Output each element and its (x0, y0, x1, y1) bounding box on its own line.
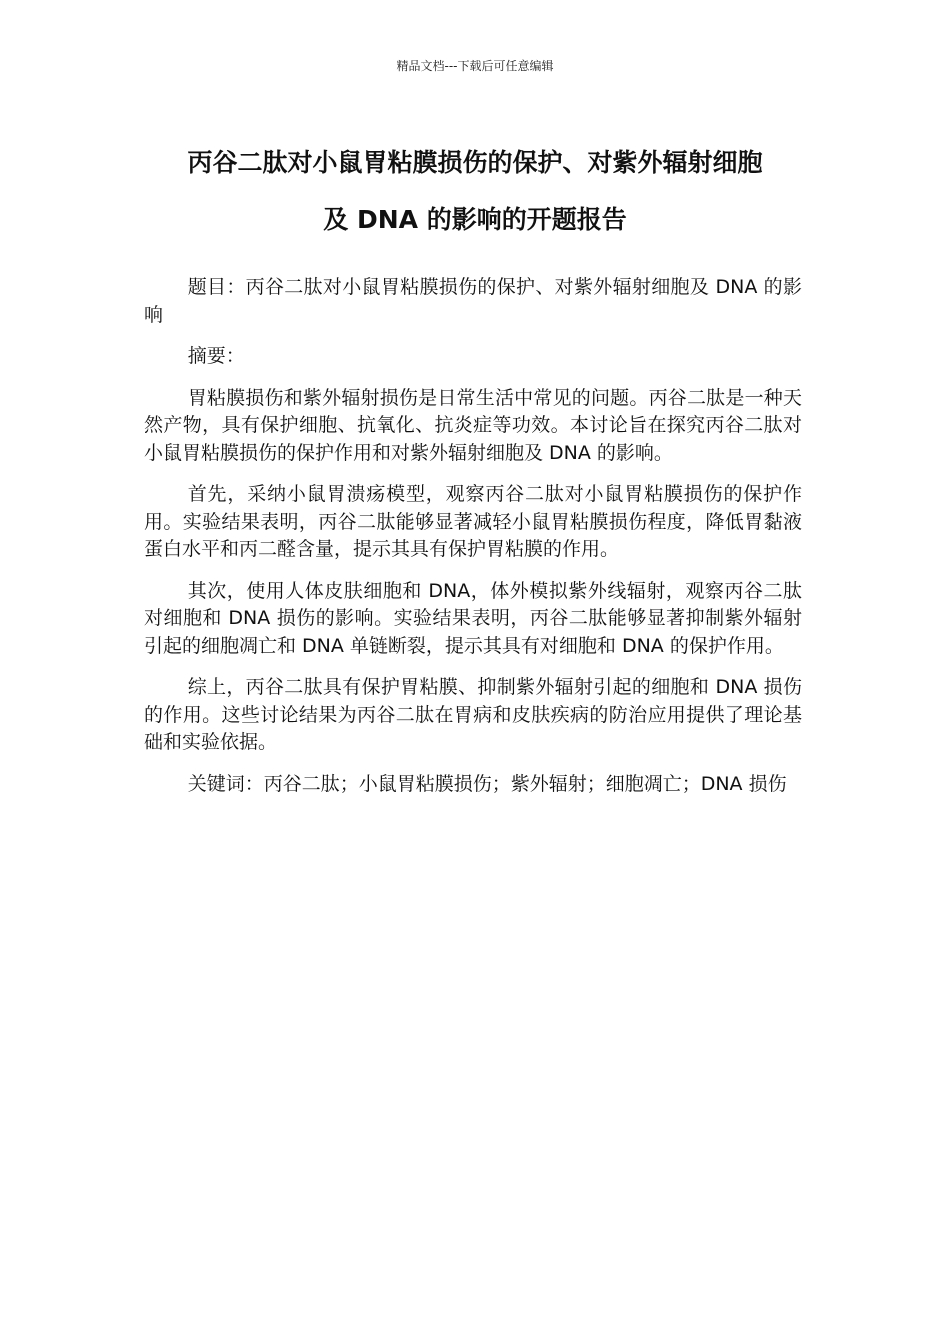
document-body (144, 274, 802, 812)
abstract-paragraph-1: 胃粘膜损伤和紫外辐射损伤是日常生活中常见的问题。丙谷二肽是一种天然产物，具有保护细胞、抗氧化、抗炎症等功效。本讨论旨在探究丙谷二肽对小鼠胃粘膜损伤的保护作用和对紫外辐射细胞及 DNA 的影响。 (144, 386, 802, 464)
keywords-paragraph: 关键词：丙谷二肽；小鼠胃粘膜损伤；紫外辐射；细胞凋亡；DNA 损伤 (187, 772, 787, 795)
topic-paragraph: 题目：丙谷二肽对小鼠胃粘膜损伤的保护、对紫外辐射细胞及 DNA 的影响 (144, 276, 802, 326)
document-title (120, 134, 830, 248)
abstract-paragraph-4: 综上，丙谷二肽具有保护胃粘膜、抑制紫外辐射引起的细胞和 DNA 损伤的作用。这些讨论结果为丙谷二肽在胃病和皮肤疾病的防治应用提供了理论基础和实验依据。 (144, 676, 802, 753)
page-header: 精品文档---下载后可任意编辑 (396, 59, 554, 73)
title-line-1: 丙谷二肽对小鼠胃粘膜损伤的保护、对紫外辐射细胞 (187, 148, 763, 177)
abstract-paragraph-3: 其次，使用人体皮肤细胞和 DNA，体外模拟紫外线辐射，观察丙谷二肽对细胞和 DNA 损伤的影响。实验结果表明，丙谷二肽能够显著抑制紫外辐射引起的细胞凋亡和 DNA 单链断裂，提示其具有对细胞和 DNA 的保护作用。 (144, 579, 802, 657)
abstract-paragraph-2: 首先，采纳小鼠胃溃疡模型，观察丙谷二肽对小鼠胃粘膜损伤的保护作用。实验结果表明，丙谷二肽能够显著减轻小鼠胃粘膜损伤程度，降低胃黏液蛋白水平和丙二醛含量，提示其具有保护胃粘膜的作用。 (144, 483, 802, 560)
abstract-label: 摘要： (187, 345, 245, 367)
title-line-2: 及 DNA 的影响的开题报告 (323, 205, 627, 234)
